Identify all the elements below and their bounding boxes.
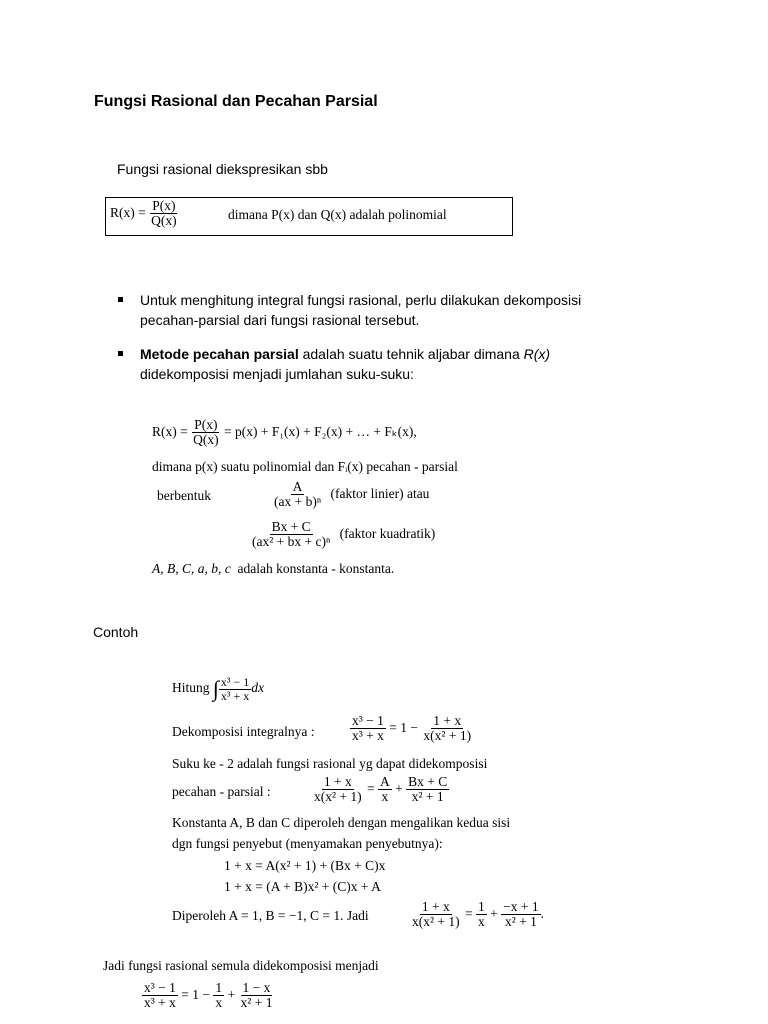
pp-frac-2 [378,775,392,804]
dgn-line: dgn fungsi penyebut (menyamakan penyebutnya): [172,836,443,851]
pp-num-1: 1 + x [323,774,352,789]
contoh-label: Contoh [93,624,139,640]
page-title: Fungsi Rasional dan Pecahan Parsial [94,93,378,110]
pp-den-2: x [381,789,389,805]
dekomp-den-1: x³ + x [352,728,384,744]
hitung-dx: dx [251,680,265,696]
final-plus: + [227,986,236,1002]
example-hitung [172,676,264,702]
dekomp-mid: = 1 − [389,719,419,735]
final-den-2: x [215,995,223,1011]
hitung-den: x³ + x [220,688,250,703]
bullet-2-bold: Metode pecahan parsial [140,346,299,362]
method-berbentuk: berbentuk [157,488,211,503]
final-frac-3 [239,981,275,1010]
method-lhs: R(x) = [152,423,188,439]
linear-num: A [292,479,303,494]
definition-fraction [149,199,179,228]
suku-line: Suku ke - 2 adalah fungsi rasional yg dapat didekomposisi [172,756,488,771]
quad-label: (faktor kuadratik) [339,525,436,541]
dekomp-frac-1 [350,714,386,743]
definition-lhs: R(x) = [110,204,146,220]
final-num-1: x³ − 1 [144,980,176,995]
final-den-1: x³ + x [144,995,176,1011]
res-frac-1 [410,900,462,929]
bullet-2-line-2: didekomposisi menjadi jumlahan suku-suku: [140,366,414,382]
final-num-3: 1 − x [242,980,271,995]
res-den-2: x [478,914,485,930]
definition-formula [110,199,179,228]
res-num-2: 1 [478,899,485,914]
dekomp-frac-2 [421,714,473,743]
bullet-marker [118,297,123,302]
final-den-3: x² + 1 [240,995,273,1011]
quad-den: (ax² + bx + c)ⁿ [252,534,331,550]
pp-num-2: A [380,774,390,789]
pp-plus: + [395,780,403,796]
quad-num: Bx + C [271,519,311,534]
method-fraction [191,418,221,447]
quadratic-factor [250,520,435,549]
linear-label: (faktor linier) atau [330,485,430,501]
bullet-2-italic: R(x) [523,346,551,362]
bullet-marker [118,351,123,356]
method-line-2: dimana p(x) suatu polinomial dan Fᵢ(x) pecahan - parsial [152,459,458,474]
pecahan-label: pecahan - parsial : [172,784,271,799]
equation-2: 1 + x = (A + B)x² + (C)x + A [224,879,381,894]
pp-eq: = [367,780,375,796]
pecahan-formula [312,775,449,804]
equation-1: 1 + x = A(x² + 1) + (Bx + C)x [224,858,386,873]
res-plus: + [490,905,498,921]
bullet-2-line-1 [140,344,550,364]
res-den-1: x(x² + 1) [412,914,460,930]
intro-text: Fungsi rasional diekspresikan sbb [117,161,328,177]
linear-factor [272,480,429,509]
definition-num: P(x) [152,198,176,213]
final-frac-2 [213,981,224,1010]
bullet-1-line-2: pecahan-parsial dari fungsi rasional tersebut. [140,312,420,328]
method-den: Q(x) [193,432,219,448]
dekomp-label: Dekomposisi integralnya : [172,724,315,739]
method-constants [152,561,394,577]
res-end: . [540,905,545,921]
definition-den: Q(x) [151,213,177,229]
pp-frac-1 [312,775,364,804]
final-formula [142,981,274,1010]
pp-den-3: x² + 1 [411,789,444,805]
bullet-2-rest: adalah suatu tehnik aljabar dimana [298,346,524,362]
dekomp-formula [350,714,473,743]
bullet-1-line-1: Untuk menghitung integral fungsi rasional, perlu dilakukan dekomposisi [140,292,582,308]
method-num: P(x) [194,417,218,432]
dekomp-num-2: 1 + x [433,713,462,728]
result-formula [410,900,544,929]
definition-text: dimana P(x) dan Q(x) adalah polinomial [228,207,447,222]
pp-den-1: x(x² + 1) [314,789,362,805]
hitung-label: Hitung [172,680,210,696]
hitung-num: x³ − 1 [220,675,250,689]
pp-frac-3 [406,775,449,804]
constants-list: A, B, C, a, b, c [152,561,231,576]
hitung-fraction [219,676,251,702]
konstanta-line: Konstanta A, B dan C diperoleh dengan mengalikan kedua sisi [172,815,511,830]
final-mid: = 1 − [181,986,211,1002]
dekomp-num-1: x³ − 1 [352,713,384,728]
method-main-formula [152,418,417,447]
res-num-1: 1 + x [421,899,450,914]
constants-text: adalah konstanta - konstanta. [237,561,395,576]
res-eq: = [465,905,473,921]
diperoleh-line: Diperoleh A = 1, B = −1, C = 1. Jadi [172,908,369,923]
res-frac-2 [476,900,487,929]
pp-num-3: Bx + C [408,774,448,789]
quad-fraction [250,520,332,549]
integral-sign: ∫ [212,676,219,702]
res-num-3: −x + 1 [503,899,539,914]
method-rhs: = p(x) + F₁(x) + F₂(x) + … + Fₖ(x), [223,423,417,439]
res-frac-3 [501,900,540,929]
linear-fraction [272,480,323,509]
res-den-3: x² + 1 [504,914,537,930]
linear-den: (ax + b)ⁿ [274,494,322,510]
final-num-2: 1 [215,980,223,995]
final-frac-1 [142,981,178,1010]
final-text: Jadi fungsi rasional semula didekomposisi menjadi [103,958,379,973]
dekomp-den-2: x(x² + 1) [423,728,472,744]
